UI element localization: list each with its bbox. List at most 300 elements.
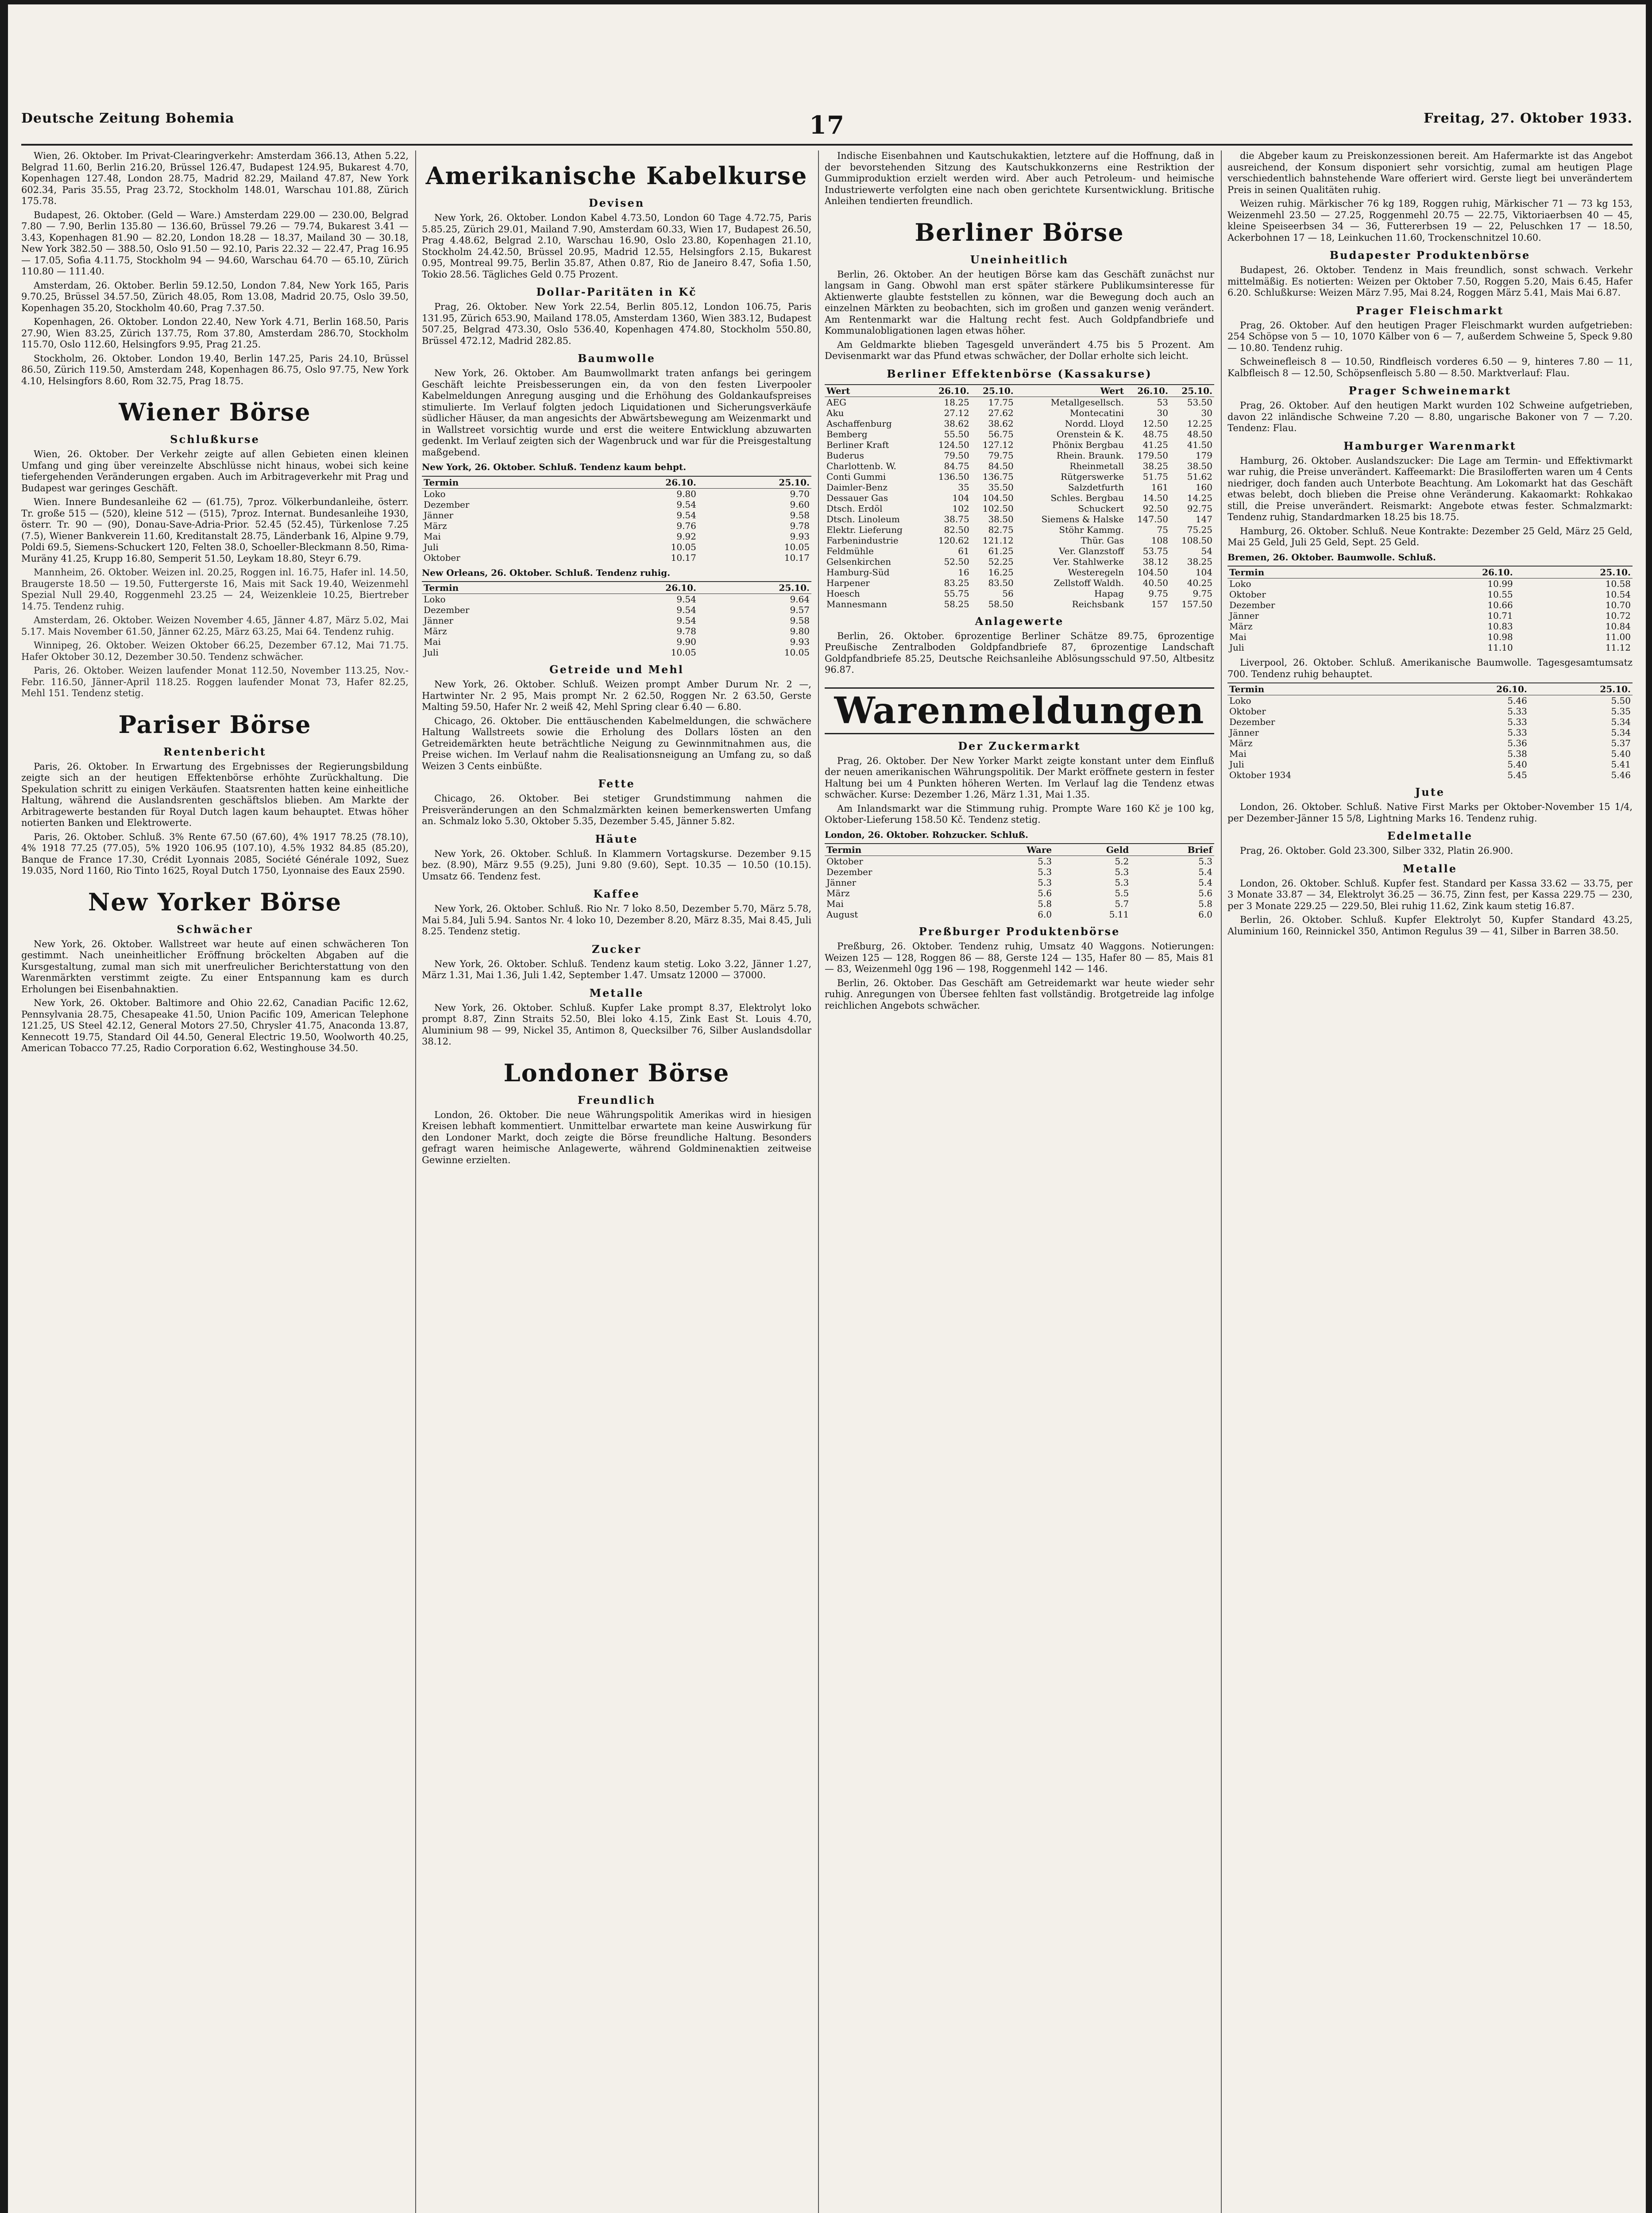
- table-cell: 35: [958, 482, 969, 493]
- pressburger-produktenboerse-subheading: Preßburger Produktenbörse: [919, 925, 1120, 938]
- table-header-cell: 25.10.: [698, 582, 811, 594]
- table-cell: 10.05: [784, 647, 810, 658]
- table-cell: Ver. Glanzstoff: [1059, 545, 1124, 556]
- report-paragraph: New York, 26. Oktober. Schluß. Weizen prompt Amber Durum Nr. 2 —, Hartwinter Nr. 2 95, Mais prompt Nr. 2 62.50, Roggen Nr. 2 63.50, Gerste Malting 59.50, Hafer Nr. 2 weiß 42, Mehl Spring clear 6.40 — 6.80.: [422, 679, 811, 712]
- pressburger-produktenboerse-report: [825, 941, 1214, 1011]
- table-row: [1227, 706, 1633, 717]
- table-cell: Mai: [1229, 748, 1247, 759]
- table-cell: 38.50: [1187, 460, 1212, 471]
- report-paragraph: Paris, 26. Oktober. Schluß. 3% Rente 67.50 (67.60), 4% 1917 78.25 (78.10), 4% 1918 77.25 (77.05), 5% 1920 106.95 (107.10), 4.5% 1932 84.85 (85.20), Banque de France 17.30, Crédit Lyonnais 2085, Société Générale 1092, Suez 19.035, Nord 1160, Rio Tinto 1625, Royal Dutch 1750, Lyonnaise des Eaux 2590.: [21, 831, 409, 876]
- pariser-boerse-heading: Pariser Börse: [118, 710, 312, 739]
- table-row: [422, 488, 811, 499]
- table-cell: 179.50: [1137, 450, 1168, 461]
- table-cell: Gelsenkirchen: [826, 556, 892, 567]
- kaffee-report: [422, 903, 811, 937]
- table-cell: 38.62: [944, 418, 969, 429]
- report-paragraph: Amsterdam, 26. Oktober. Berlin 59.12.50, London 7.84, New York 165, Paris 9.70.25, Brüssel 34.57.50, Zürich 48.05, Rom 13.08, Madrid 20.75, Oslo 39.50, Kopenhagen 35.20, Stockholm 40.60, Prag 7.37.50.: [21, 280, 409, 313]
- zucker-subheading: Zucker: [591, 942, 642, 956]
- report-paragraph: Mannheim, 26. Oktober. Weizen inl. 20.25, Roggen inl. 16.75, Hafer inl. 14.50, Braugerste 18.50 — 19.50, Futtergerste 16, Mais mit Sack 19.40, Weizenmehl Spezial Null 29.40, Roggenmehl 23.25 — 24, Weizenkleie 10.25, Biertreber 14.75. Tendenz ruhig.: [21, 567, 409, 612]
- table-cell: Elektr. Lieferung: [826, 524, 903, 535]
- table-row: [422, 510, 811, 520]
- table-cell: 5.46: [1507, 695, 1527, 706]
- table-cell: 9.80: [790, 626, 810, 636]
- table-cell: 79.75: [988, 450, 1014, 461]
- table-cell: 55.50: [944, 428, 969, 440]
- metalle-report: [1227, 878, 1633, 937]
- table-cell: 10.17: [671, 552, 696, 563]
- new-orleans-cotton-table: [422, 581, 811, 658]
- table-row: [1227, 717, 1633, 727]
- table-cell: 41.50: [1187, 439, 1212, 450]
- table-row: [1227, 695, 1633, 706]
- table-cell: Dtsch. Linoleum: [826, 513, 900, 524]
- anlagewerte-report: [825, 631, 1214, 676]
- table-cell: Mai: [424, 636, 441, 647]
- column-3: [825, 150, 1214, 2213]
- table-cell: 10.58: [1605, 578, 1631, 589]
- table-cell: 147: [1195, 513, 1212, 524]
- table-cell: Juli: [424, 541, 439, 552]
- report-paragraph: Prag, 26. Oktober. Auf den heutigen Prager Fleischmarkt wurden aufgetrieben: 254 Schöpse von 5 — 10, 1070 Kälber von 6 — 7, außerdem Schweine 5, Speck 9.80 — 10.80. Tendenz ruhig.: [1227, 320, 1633, 353]
- table-row: [1227, 770, 1633, 780]
- table-cell: 5.8: [1198, 898, 1212, 909]
- table-row: [825, 599, 1214, 609]
- table-header-cell: Termin: [1227, 566, 1397, 578]
- table-cell: Mai: [1229, 632, 1247, 642]
- table-cell: Dtsch. Erdöl: [826, 503, 883, 514]
- wiener-boerse-report: [21, 449, 409, 564]
- masthead-newspaper-name: Deutsche Zeitung Bohemia: [21, 111, 235, 126]
- table-cell: 5.5: [1115, 888, 1129, 898]
- report-paragraph: Berlin, 26. Oktober. 6prozentige Berliner Schätze 89.75, 6prozentige Preußische Zentralboden Goldpfandbriefe 87, 6prozentige Landschaft Goldpfandbriefe 85.25, Deutsche Reichsanleihe Ablösungsschuld 97.50, Altbesitz 96.87.: [825, 630, 1214, 675]
- table-cell: 38.25: [1187, 556, 1212, 567]
- table-cell: 108: [1151, 535, 1168, 546]
- table-cell: 127.12: [982, 439, 1014, 450]
- table-cell: 54: [1201, 545, 1212, 556]
- table-cell: 5.40: [1507, 759, 1527, 770]
- table-cell: 61: [958, 545, 969, 556]
- table-cell: 10.99: [1487, 578, 1513, 589]
- table-row: [1227, 642, 1633, 653]
- masthead-page-number: 17: [809, 111, 845, 140]
- table-cell: 5.3: [1198, 856, 1212, 867]
- table-cell: Hoesch: [826, 588, 860, 599]
- report-paragraph: New York, 26. Oktober. Schluß. Rio Nr. 7 loko 8.50, Dezember 5.70, März 5.78, Mai 5.84, Juli 5.94. Santos Nr. 4 loko 10, Dezember 8.20, März 8.35, Mai 8.45, Juli 8.25. Tendenz stetig.: [422, 903, 811, 937]
- report-paragraph: London, 26. Oktober. Die neue Währungspolitik Amerikas wird in hiesigen Kreisen lebhaft kommentiert. Unmittelbar erwartete man keine Auswirkung für den Londoner Markt, doch zeigte die Börse freundliche Haltung. Besonders gefragt waren heimische Anlagewerte, während Goldminenaktien zeitweise Gewinne erzielten.: [422, 1109, 811, 1165]
- table-cell: 5.37: [1611, 738, 1631, 748]
- table-row: [1227, 578, 1633, 590]
- dollar-paritaeten-report: [422, 301, 811, 347]
- table-cell: 12.25: [1187, 418, 1212, 429]
- table-cell: Loko: [424, 488, 446, 499]
- table-cell: Stöhr Kammg.: [1059, 524, 1124, 535]
- table-row: [825, 567, 1214, 578]
- table-cell: Juli: [1229, 642, 1244, 653]
- table-cell: 16: [958, 567, 969, 578]
- getreide-report: [422, 679, 811, 772]
- table-cell: 9.75: [1193, 588, 1212, 599]
- haeute-subheading: Häute: [595, 832, 638, 845]
- table-cell: 9.58: [790, 615, 810, 626]
- table-cell: 5.4: [1198, 877, 1212, 888]
- warenmeldungen-heading: Warenmeldungen: [825, 687, 1214, 734]
- haeute-report: [422, 848, 811, 883]
- table-cell: Oktober: [826, 856, 863, 867]
- table-cell: Reichsbank: [1072, 598, 1124, 609]
- table-cell: 5.4: [1198, 867, 1212, 877]
- table-cell: 41.25: [1143, 439, 1168, 450]
- table-cell: 9.54: [676, 499, 696, 510]
- table-cell: 104: [1195, 567, 1212, 578]
- table-cell: 5.3: [1038, 867, 1052, 877]
- report-paragraph: Liverpool, 26. Oktober. Schluß. Amerikanische Baumwolle. Tagesgesamtumsatz 700. Tendenz ruhig behauptet.: [1227, 657, 1633, 679]
- bremen-cotton-table-caption: Bremen, 26. Oktober. Baumwolle. Schluß.: [1227, 551, 1436, 563]
- bremen-cotton-table: [1227, 566, 1633, 653]
- table-cell: 16.25: [988, 567, 1014, 578]
- table-cell: 53.50: [1187, 397, 1212, 408]
- table-cell: August: [826, 909, 858, 920]
- londoner-boerse-report: [422, 1110, 811, 1166]
- wiener-boerse-heading: Wiener Börse: [119, 398, 311, 426]
- table-cell: 9.90: [676, 636, 696, 647]
- table-cell: 58.50: [988, 598, 1014, 609]
- table-row: [825, 450, 1214, 461]
- table-cell: 48.50: [1187, 428, 1212, 440]
- table-cell: 56: [1002, 588, 1014, 599]
- table-cell: 108.50: [1181, 535, 1212, 546]
- table-cell: 82.50: [944, 524, 969, 535]
- table-header-cell: 25.10.: [971, 385, 1015, 397]
- report-paragraph: Prag, 26. Oktober. Auf den heutigen Markt wurden 102 Schweine aufgetrieben, davon 22 inländische Schweine 7.20 — 8.80, ungarische Bakoner von 7 — 7.20. Tendenz: Flau.: [1227, 400, 1633, 433]
- table-row: [1227, 738, 1633, 748]
- table-cell: 79.50: [944, 450, 969, 461]
- report-paragraph: Schweinefleisch 8 — 10.50, Rindfleisch vorderes 6.50 — 9, hinteres 7.80 — 11, Kalbfleisch 8 — 12.50, Schöpsenfleisch 5.80 — 8.50. Marktverlauf: Flau.: [1227, 356, 1633, 378]
- table-row: [825, 503, 1214, 514]
- table-cell: Farbenindustrie: [826, 535, 899, 546]
- table-row: [422, 626, 811, 636]
- table-cell: 38.50: [988, 513, 1014, 524]
- table-cell: 27.12: [944, 407, 969, 418]
- table-cell: Loko: [424, 594, 446, 605]
- table-cell: 9.58: [790, 509, 810, 520]
- table-row: [422, 636, 811, 647]
- hamburger-warenmarkt-report: [1227, 455, 1633, 523]
- table-cell: Hamburg-Süd: [826, 567, 890, 578]
- table-row: [825, 909, 1214, 920]
- table-header-cell: Termin: [1227, 683, 1425, 695]
- table-header-cell: 26.10.: [585, 476, 698, 489]
- table-row: [825, 482, 1214, 493]
- report-paragraph: Am Inlandsmarkt war die Stimmung ruhig. Prompte Ware 160 Kč je 100 kg, Oktober-Lieferung 158.50 Kč. Tendenz stetig.: [825, 803, 1214, 825]
- table-cell: Feldmühle: [826, 545, 874, 556]
- table-row: [825, 556, 1214, 567]
- devisen-report: [422, 212, 811, 280]
- kaffee-subheading: Kaffee: [593, 887, 640, 900]
- effektenboerse-subheading: Berliner Effektenbörse (Kassakurse): [887, 367, 1152, 380]
- table-cell: 157: [1151, 598, 1168, 609]
- table-row: [825, 898, 1214, 909]
- table-cell: Siemens & Halske: [1041, 513, 1124, 524]
- jute-subheading: Jute: [1415, 786, 1445, 798]
- table-header-cell: Termin: [825, 844, 969, 856]
- table-row: [422, 615, 811, 626]
- table-cell: Zellstoff Waldh.: [1054, 577, 1124, 588]
- table-cell: 92.50: [1143, 503, 1168, 514]
- grain-notes: [21, 567, 409, 699]
- table-cell: 17.75: [988, 397, 1014, 408]
- table-cell: Rhein. Braunk.: [1056, 450, 1124, 461]
- table-cell: 53.75: [1143, 545, 1168, 556]
- anlagewerte-subheading: Anlagewerte: [975, 614, 1064, 628]
- table-cell: 157.50: [1181, 598, 1212, 609]
- table-header-cell: 26.10.: [1397, 566, 1514, 578]
- table-cell: Orenstein & K.: [1057, 428, 1124, 440]
- pariser-boerse-subheading: Rentenbericht: [163, 745, 266, 758]
- table-cell: 5.3: [1038, 877, 1052, 888]
- report-paragraph: New York, 26. Oktober. Schluß. In Klammern Vortagskurse. Dezember 9.15 bez. (8.90), März 9.55 (9.25), Juni 9.80 (9.60), Sept. 10.35 — 10.50 (10.15). Umsatz 66. Tendenz fest.: [422, 848, 811, 882]
- table-cell: 40.50: [1143, 577, 1168, 588]
- table-cell: Oktober: [1229, 706, 1266, 717]
- prager-schweinemarkt-report: [1227, 400, 1633, 434]
- table-cell: 102: [952, 503, 969, 514]
- new-yorker-boerse-subheading: Schwächer: [177, 922, 253, 936]
- liverpool-cotton-table: [1227, 682, 1633, 780]
- table-row: [825, 588, 1214, 599]
- table-row: [1227, 600, 1633, 610]
- table-cell: 5.3: [1038, 856, 1052, 867]
- table-cell: 10.54: [1605, 589, 1631, 600]
- london-sugar-table-caption: London, 26. Oktober. Rohzucker. Schluß.: [825, 829, 1028, 840]
- table-cell: AEG: [826, 397, 847, 408]
- table-header-cell: 26.10.: [585, 582, 698, 594]
- baumwolle-report: [422, 368, 811, 458]
- table-header-cell: Termin: [422, 582, 585, 594]
- table-cell: 6.0: [1038, 909, 1052, 920]
- table-cell: 82.75: [988, 524, 1014, 535]
- table-cell: 5.33: [1507, 706, 1527, 717]
- table-cell: Aschaffenburg: [826, 418, 892, 429]
- new-orleans-table-caption: New Orleans, 26. Oktober. Schluß. Tendenz ruhig.: [422, 567, 671, 578]
- table-cell: Rheinmetall: [1069, 460, 1124, 471]
- table-cell: Aku: [826, 407, 844, 418]
- table-cell: Dezember: [424, 605, 470, 615]
- prager-fleischmarkt-report: [1227, 320, 1633, 379]
- table-cell: 9.76: [676, 520, 696, 531]
- column-1: [21, 150, 409, 2213]
- table-cell: 83.50: [988, 577, 1014, 588]
- report-paragraph: Berlin, 26. Oktober. Das Geschäft am Getreidemarkt war heute wieder sehr ruhig. Anregungen von Übersee fehlten fast vollständig. Brotgetreide lag infolge reichlichen Angebots schwächer.: [825, 977, 1214, 1011]
- table-cell: März: [1229, 621, 1253, 632]
- table-cell: 9.93: [790, 531, 810, 542]
- table-cell: Thür. Gas: [1081, 535, 1124, 546]
- table-cell: Dezember: [1229, 717, 1275, 727]
- masthead-date: Freitag, 27. Oktober 1933.: [1424, 111, 1633, 126]
- table-cell: 10.72: [1605, 610, 1631, 621]
- londoner-boerse-heading: Londoner Börse: [503, 1058, 730, 1087]
- table-cell: Conti Gummi: [826, 471, 886, 482]
- table-row: [825, 471, 1214, 482]
- report-paragraph: Prag, 26. Oktober. New York 22.54, Berlin 805.12, London 106.75, Paris 131.95, Zürich 653.90, Mailand 178.05, Amsterdam 1360, Wien 383.12, Budapest 507.25, Belgrad 473.30, Oslo 536.40, Kopenhagen 474.80, Stockholm 550.80, Brüssel 472.12, Madrid 282.85.: [422, 301, 811, 346]
- report-paragraph: London, 26. Oktober. Schluß. Native First Marks per Oktober-November 15 1/4, per Dezember-Jänner 15 5/8, Lightning Marks 16. Tendenz ruhig.: [1227, 802, 1633, 824]
- table-cell: 120.62: [938, 535, 969, 546]
- table-cell: 10.05: [671, 541, 696, 552]
- table-cell: 56.75: [988, 428, 1014, 440]
- budapester-produktenboerse-report: [1227, 265, 1633, 299]
- table-cell: 5.11: [1109, 909, 1129, 920]
- effekten-table: [825, 384, 1214, 609]
- hamburger-warenmarkt-subheading: Hamburger Warenmarkt: [1343, 439, 1517, 452]
- table-row: [422, 531, 811, 542]
- column-2: [422, 150, 811, 2213]
- table-cell: 18.25: [944, 397, 969, 408]
- devisen-subheading: Devisen: [588, 197, 645, 209]
- table-cell: Schles. Bergbau: [1050, 492, 1124, 503]
- table-row: [825, 867, 1214, 877]
- table-cell: 5.35: [1611, 706, 1631, 717]
- table-cell: 5.7: [1115, 898, 1129, 909]
- table-cell: 30: [1201, 407, 1212, 418]
- report-paragraph: Preßburg, 26. Oktober. Tendenz ruhig, Umsatz 40 Waggons. Notierungen: Weizen 125 — 128, Roggen 86 — 88, Gerste 124 — 135, Hafer 80 — 85, Mais 81 — 83, Weizenmehl 0gg 196 — 198, Roggenmehl 142 — 146.: [825, 941, 1214, 974]
- report-paragraph: London, 26. Oktober. Schluß. Kupfer fest. Standard per Kassa 33.62 — 33.75, per 3 Monate 33.87 — 34, Elektrolyt 36.25 — 36.75, Zinn fest, per Kassa 229.75 — 230, per 3 Monate 229.25 — 229.50, Blei ruhig 11.62, Zink kaum stetig 16.87.: [1227, 878, 1633, 911]
- table-cell: Dezember: [424, 499, 470, 510]
- table-row: [825, 418, 1214, 429]
- table-cell: Dessauer Gas: [826, 492, 888, 503]
- report-paragraph: Paris, 26. Oktober. In Erwartung des Ergebnisses der Regierungsbildung zeigte sich an der heutigen Effektenbörse erhöhte Zurückhaltung. Die Spekulation schritt zu einigen Verkäufen. Staatsrenten hatten keine einheitliche Haltung, während die Auslandsrenten geschäftslos blieben. Am Markte der Arbitragewerte bestanden für Royal Dutch lagen kaum behauptet. Etwas höher notierten Banken und Elektrowerte.: [21, 761, 409, 828]
- table-cell: 5.34: [1611, 717, 1631, 727]
- report-paragraph: Stockholm, 26. Oktober. London 19.40, Berlin 147.25, Paris 24.10, Brüssel 86.50, Zürich 119.50, Amsterdam 248, Kopenhagen 86.75, Oslo 97.75, New York 4.10, Helsingfors 8.60, Rom 32.75, Prag 18.75.: [21, 353, 409, 386]
- report-paragraph: New York, 26. Oktober. Am Baumwollmarkt traten anfangs bei geringem Geschäft leichte Preisbesserungen ein, da von den festen Liverpooler Kabelmeldungen Anregung ausging und die Erhöhung des Goldankaufspreises stimulierte. Im Verlauf folgten jedoch Liquidationen und Sicherungsverkäufe südlicher Häuser, da man angesichts der Abwärtsbewegung am Weizenmarkt und in Wallstreet vorsichtig wurde und erst die weitere Entwicklung abzuwarten gedenkt. Im Verlauf zeigten sich der Wagenbruck und war für die Preisgestaltung maßgebend.: [422, 368, 811, 458]
- table-cell: 40.25: [1187, 577, 1212, 588]
- table-cell: 5.6: [1038, 888, 1052, 898]
- table-cell: 14.25: [1187, 492, 1212, 503]
- table-cell: Bemberg: [826, 428, 868, 440]
- table-header-cell: Geld: [1054, 844, 1131, 856]
- table-row: [422, 605, 811, 615]
- table-cell: 10.05: [784, 541, 810, 552]
- table-cell: 38.75: [944, 513, 969, 524]
- table-cell: 10.70: [1605, 600, 1631, 610]
- zucker-report: [422, 959, 811, 981]
- table-cell: 104.50: [982, 492, 1014, 503]
- table-cell: 10.66: [1487, 600, 1513, 610]
- table-row: [825, 546, 1214, 556]
- fette-report: [422, 793, 811, 827]
- column-divider: [818, 150, 819, 2213]
- table-cell: 10.17: [784, 552, 810, 563]
- table-cell: 102.50: [982, 503, 1014, 514]
- table-row: [825, 856, 1214, 867]
- table-cell: 161: [1151, 482, 1168, 493]
- table-cell: 51.75: [1143, 471, 1168, 482]
- table-row: [1227, 759, 1633, 770]
- report-paragraph: New York, 26. Oktober. Schluß. Kupfer Lake prompt 8.37, Elektrolyt loko prompt 8.87, Zinn Straits 52.50, Blei loko 4.15, Zink East St. Louis 4.70, Aluminium 98 — 99, Nickel 35, Antimon 8, Quecksilber 76, Silber Auslandsdollar 38.12.: [422, 1002, 811, 1047]
- getreide-subheading: Getreide und Mehl: [549, 663, 684, 676]
- column-divider: [1221, 150, 1222, 2213]
- report-paragraph: Hamburg, 26. Oktober. Schluß. Neue Kontrakte: Dezember 25 Geld, März 25 Geld, Mai 25 Geld, Juli 25 Geld, Sept. 25 Geld.: [1227, 525, 1633, 547]
- report-paragraph: New York, 26. Oktober. Baltimore and Ohio 22.62, Canadian Pacific 12.62, Pennsylvania 28.75, Chesapeake 41.50, Union Pacific 109, American Telephone 121.25, US Steel 42.12, General Motors 27.50, Chrysler 41.75, Anaconda 13.87, Kennecott 19.75, Standard Oil 44.50, General Electric 19.50, Woolworth 40.25, American Tobacco 77.25, Radio Corporation 6.62, Westinghouse 34.50.: [21, 998, 409, 1053]
- table-cell: 27.62: [988, 407, 1014, 418]
- dollar-paritaeten-subheading: Dollar-Paritäten in Kč: [536, 285, 697, 298]
- table-cell: Mai: [826, 898, 844, 909]
- table-cell: Hapag: [1094, 588, 1124, 599]
- pariser-boerse-report: [21, 761, 409, 877]
- hamburg-sugar-report: [1227, 526, 1633, 548]
- table-cell: 5.3: [1115, 867, 1129, 877]
- edelmetalle-subheading: Edelmetalle: [1387, 829, 1473, 842]
- table-row: [422, 542, 811, 552]
- table-cell: Mai: [424, 531, 441, 542]
- table-cell: 48.75: [1143, 428, 1168, 440]
- table-cell: Charlottenb. W.: [826, 460, 896, 471]
- table-cell: 10.05: [671, 647, 696, 658]
- table-cell: 104: [952, 492, 969, 503]
- table-cell: Dezember: [1229, 600, 1275, 610]
- table-cell: 10.84: [1605, 621, 1631, 632]
- report-paragraph: Winnipeg, 26. Oktober. Weizen Oktober 66.25, Dezember 67.12, Mai 71.75. Hafer Oktober 30.12, Dezember 30.50. Tendenz schwächer.: [21, 640, 409, 662]
- table-header-cell: 25.10.: [1529, 683, 1633, 695]
- report-paragraph: die Abgeber kaum zu Preiskonzessionen bereit. Am Hafermarkte ist das Angebot ausreichend, der Konsum disponiert sehr vorsichtig, zumal am heutigen Plage verschiedentlich bahnstehende Ware offeriert wird. Gerste liegt bei unverändertem Preis in seinen Qualitäten ruhig.: [1227, 150, 1633, 195]
- table-row: [1227, 589, 1633, 600]
- report-paragraph: Budapest, 26. Oktober. Tendenz in Mais freundlich, sonst schwach. Verkehr mittelmäßig. Es notierten: Weizen per Oktober 7.50, Roggen 5.20, Mais 6.45, Hafer 6.20. Schlußkurse: Weizen März 7.95, Mai 8.24, Roggen März 5.41, Mais Mai 6.87.: [1227, 265, 1633, 298]
- berliner-boerse-heading: Berliner Börse: [915, 218, 1124, 247]
- table-cell: Salzdetfurth: [1068, 482, 1124, 493]
- table-cell: 84.75: [944, 460, 969, 471]
- table-cell: 10.71: [1487, 610, 1513, 621]
- table-cell: Montecatini: [1069, 407, 1124, 418]
- table-cell: 136.50: [938, 471, 969, 482]
- table-header-cell: Wert: [1015, 385, 1126, 397]
- table-cell: 147.50: [1137, 513, 1168, 524]
- table-cell: 53: [1157, 397, 1168, 408]
- table-cell: 38.12: [1143, 556, 1168, 567]
- column-divider: [415, 150, 416, 2213]
- table-cell: Buderus: [826, 450, 864, 461]
- table-cell: 58.25: [944, 598, 969, 609]
- wiener-boerse-subheading: Schlußkurse: [170, 433, 260, 446]
- table-cell: 55.75: [944, 588, 969, 599]
- berlin-grain-continued-report: [1227, 150, 1633, 243]
- table-cell: 10.98: [1487, 632, 1513, 642]
- table-cell: 9.54: [676, 509, 696, 520]
- table-row: [825, 440, 1214, 450]
- table-cell: 5.41: [1611, 759, 1631, 770]
- table-cell: März: [1229, 738, 1253, 748]
- table-cell: 11.10: [1487, 642, 1513, 653]
- table-row: [1227, 748, 1633, 759]
- table-cell: Daimler-Benz: [826, 482, 888, 493]
- table-header-cell: 26.10.: [1126, 385, 1170, 397]
- report-paragraph: Amsterdam, 26. Oktober. Weizen November 4.65, Jänner 4.87, März 5.02, Mai 5.17. Mais November 61.50, Jänner 62.25, März 63.25, Mai 64. Tendenz ruhig.: [21, 615, 409, 637]
- table-row: [825, 888, 1214, 898]
- table-cell: Loko: [1229, 578, 1251, 589]
- report-paragraph: Indische Eisenbahnen und Kautschukaktien, letztere auf die Hoffnung, daß in der bevorstehenden Sitzung des Kautschukkonzerns eine Restriktion der Gummiproduktion erzielt werden wird. Aber auch Petroleum- und heimische Industriewerte verfolgten eine nach oben gerichtete Kursentwicklung. Britische Anleihen tendierten freundlich.: [825, 150, 1214, 206]
- table-row: [422, 552, 811, 563]
- table-header-cell: Ware: [969, 844, 1054, 856]
- ny-cotton-table: [422, 476, 811, 563]
- table-cell: 84.50: [988, 460, 1014, 471]
- table-cell: Jänner: [826, 877, 857, 888]
- table-row: [825, 429, 1214, 440]
- table-cell: 11.12: [1605, 642, 1631, 653]
- table-cell: 5.36: [1507, 738, 1527, 748]
- table-cell: 5.45: [1507, 770, 1527, 780]
- table-cell: 5.33: [1507, 727, 1527, 738]
- table-cell: 9.80: [676, 488, 696, 499]
- table-cell: 5.2: [1115, 856, 1129, 867]
- table-cell: Jänner: [1229, 727, 1259, 738]
- table-row: [825, 535, 1214, 546]
- liverpool-cotton-report: [1227, 657, 1633, 680]
